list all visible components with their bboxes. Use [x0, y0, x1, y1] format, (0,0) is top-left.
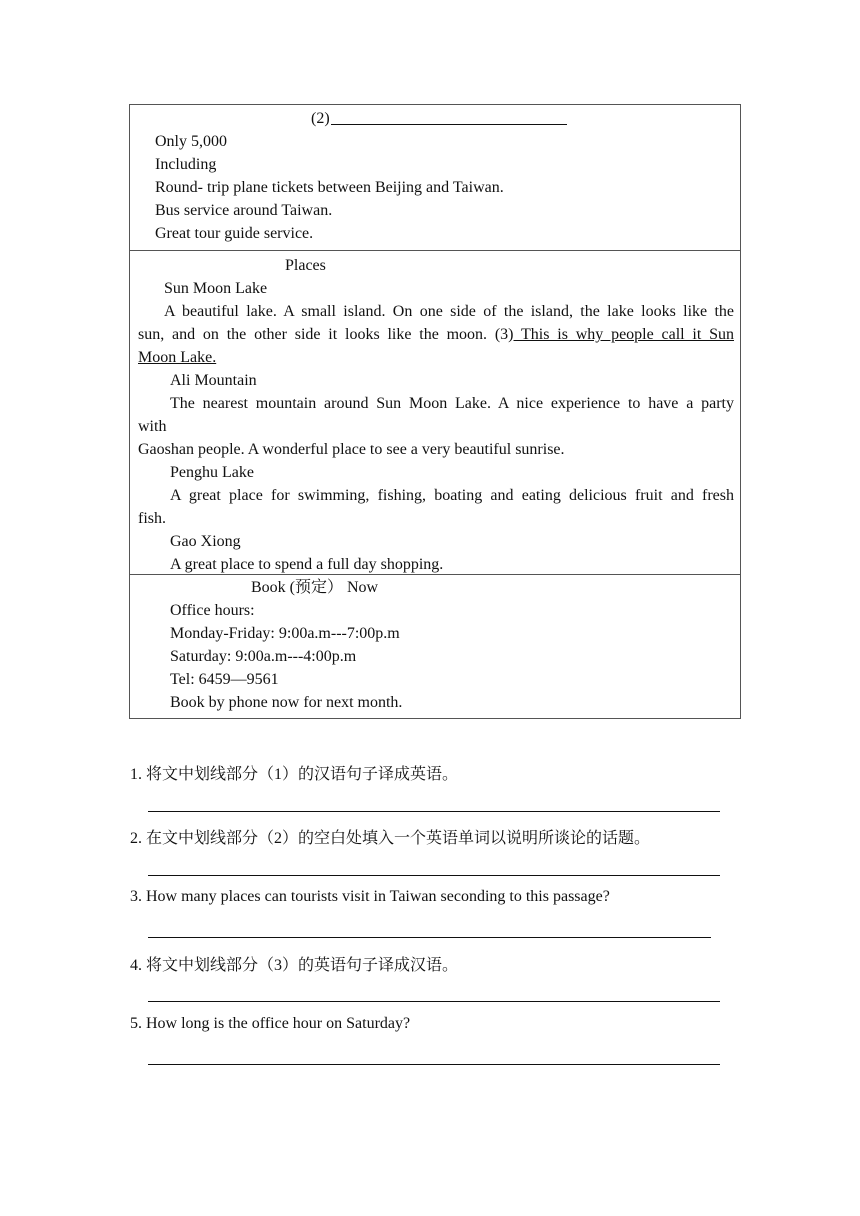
underlined-sentence-3: This is why people call it Sun: [513, 326, 734, 343]
question-2: 2. 在文中划线部分（2）的空白处填入一个英语单词以说明所谈论的话题。: [130, 830, 651, 847]
answer-line-4[interactable]: [148, 1001, 720, 1002]
answer-line-2[interactable]: [148, 875, 720, 876]
answer-line-3[interactable]: [148, 937, 711, 938]
included-item: Round- trip plane tickets between Beijing and Taiwan.: [155, 179, 504, 196]
booking-heading: Book (预定） Now: [251, 579, 379, 596]
answer-line-1[interactable]: [148, 811, 720, 812]
sun-moon-desc-plain: sun, and on the other side it looks like the moon. (3): [138, 326, 514, 343]
ali-desc-line: The nearest mountain around Sun Moon Lake. A nice experience to have a party: [170, 395, 734, 412]
topic-blank: [311, 107, 567, 130]
blank-underline: [331, 108, 567, 125]
including-label: Including: [155, 156, 217, 173]
included-item: Great tour guide service.: [155, 225, 314, 242]
answer-line-5[interactable]: [148, 1064, 720, 1065]
penghu-desc-line: fish.: [138, 510, 166, 527]
advertisement-box: [129, 104, 741, 719]
price-text: Only 5,000: [155, 133, 227, 150]
included-item: Bus service around Taiwan.: [155, 202, 333, 219]
place-name-gao-xiong: Gao Xiong: [170, 533, 241, 550]
place-name-sun-moon-lake: Sun Moon Lake: [164, 280, 268, 297]
place-name-ali-mountain: Ali Mountain: [170, 372, 257, 389]
penghu-desc-line: A great place for swimming, fishing, boating and eating delicious fruit and fresh: [170, 487, 734, 504]
sun-moon-desc-line: [130, 323, 740, 346]
ali-desc-line: Gaoshan people. A wonderful place to see a very beautiful sunrise.: [138, 441, 565, 458]
gaoxiong-desc-line: A great place to spend a full day shopping.: [170, 556, 444, 573]
booking-section: [130, 574, 740, 718]
question-5: 5. How long is the office hour on Saturday?: [130, 1015, 411, 1032]
question-1: 1. 将文中划线部分（1）的汉语句子译成英语。: [130, 766, 459, 783]
place-name-penghu-lake: Penghu Lake: [170, 464, 254, 481]
sun-moon-desc-line: A beautiful lake. A small island. On one side of the island, the lake looks like the: [164, 303, 734, 320]
underlined-sentence-3-end: Moon Lake.: [138, 349, 217, 366]
places-heading: Places: [285, 257, 326, 274]
question-3: 3. How many places can tourists visit in Taiwan seconding to this passage?: [130, 888, 610, 905]
weekday-hours: Monday-Friday: 9:00a.m---7:00p.m: [170, 625, 400, 642]
booking-note: Book by phone now for next month.: [170, 694, 403, 711]
saturday-hours: Saturday: 9:00a.m---4:00p.m: [170, 648, 357, 665]
blank-label: (2): [311, 110, 330, 127]
ali-desc-line: with: [138, 418, 167, 435]
places-section: [130, 250, 740, 574]
telephone: Tel: 6459—9561: [170, 671, 279, 688]
tour-section: [130, 105, 740, 250]
office-hours-label: Office hours:: [170, 602, 255, 619]
question-4: 4. 将文中划线部分（3）的英语句子译成汉语。: [130, 957, 459, 974]
